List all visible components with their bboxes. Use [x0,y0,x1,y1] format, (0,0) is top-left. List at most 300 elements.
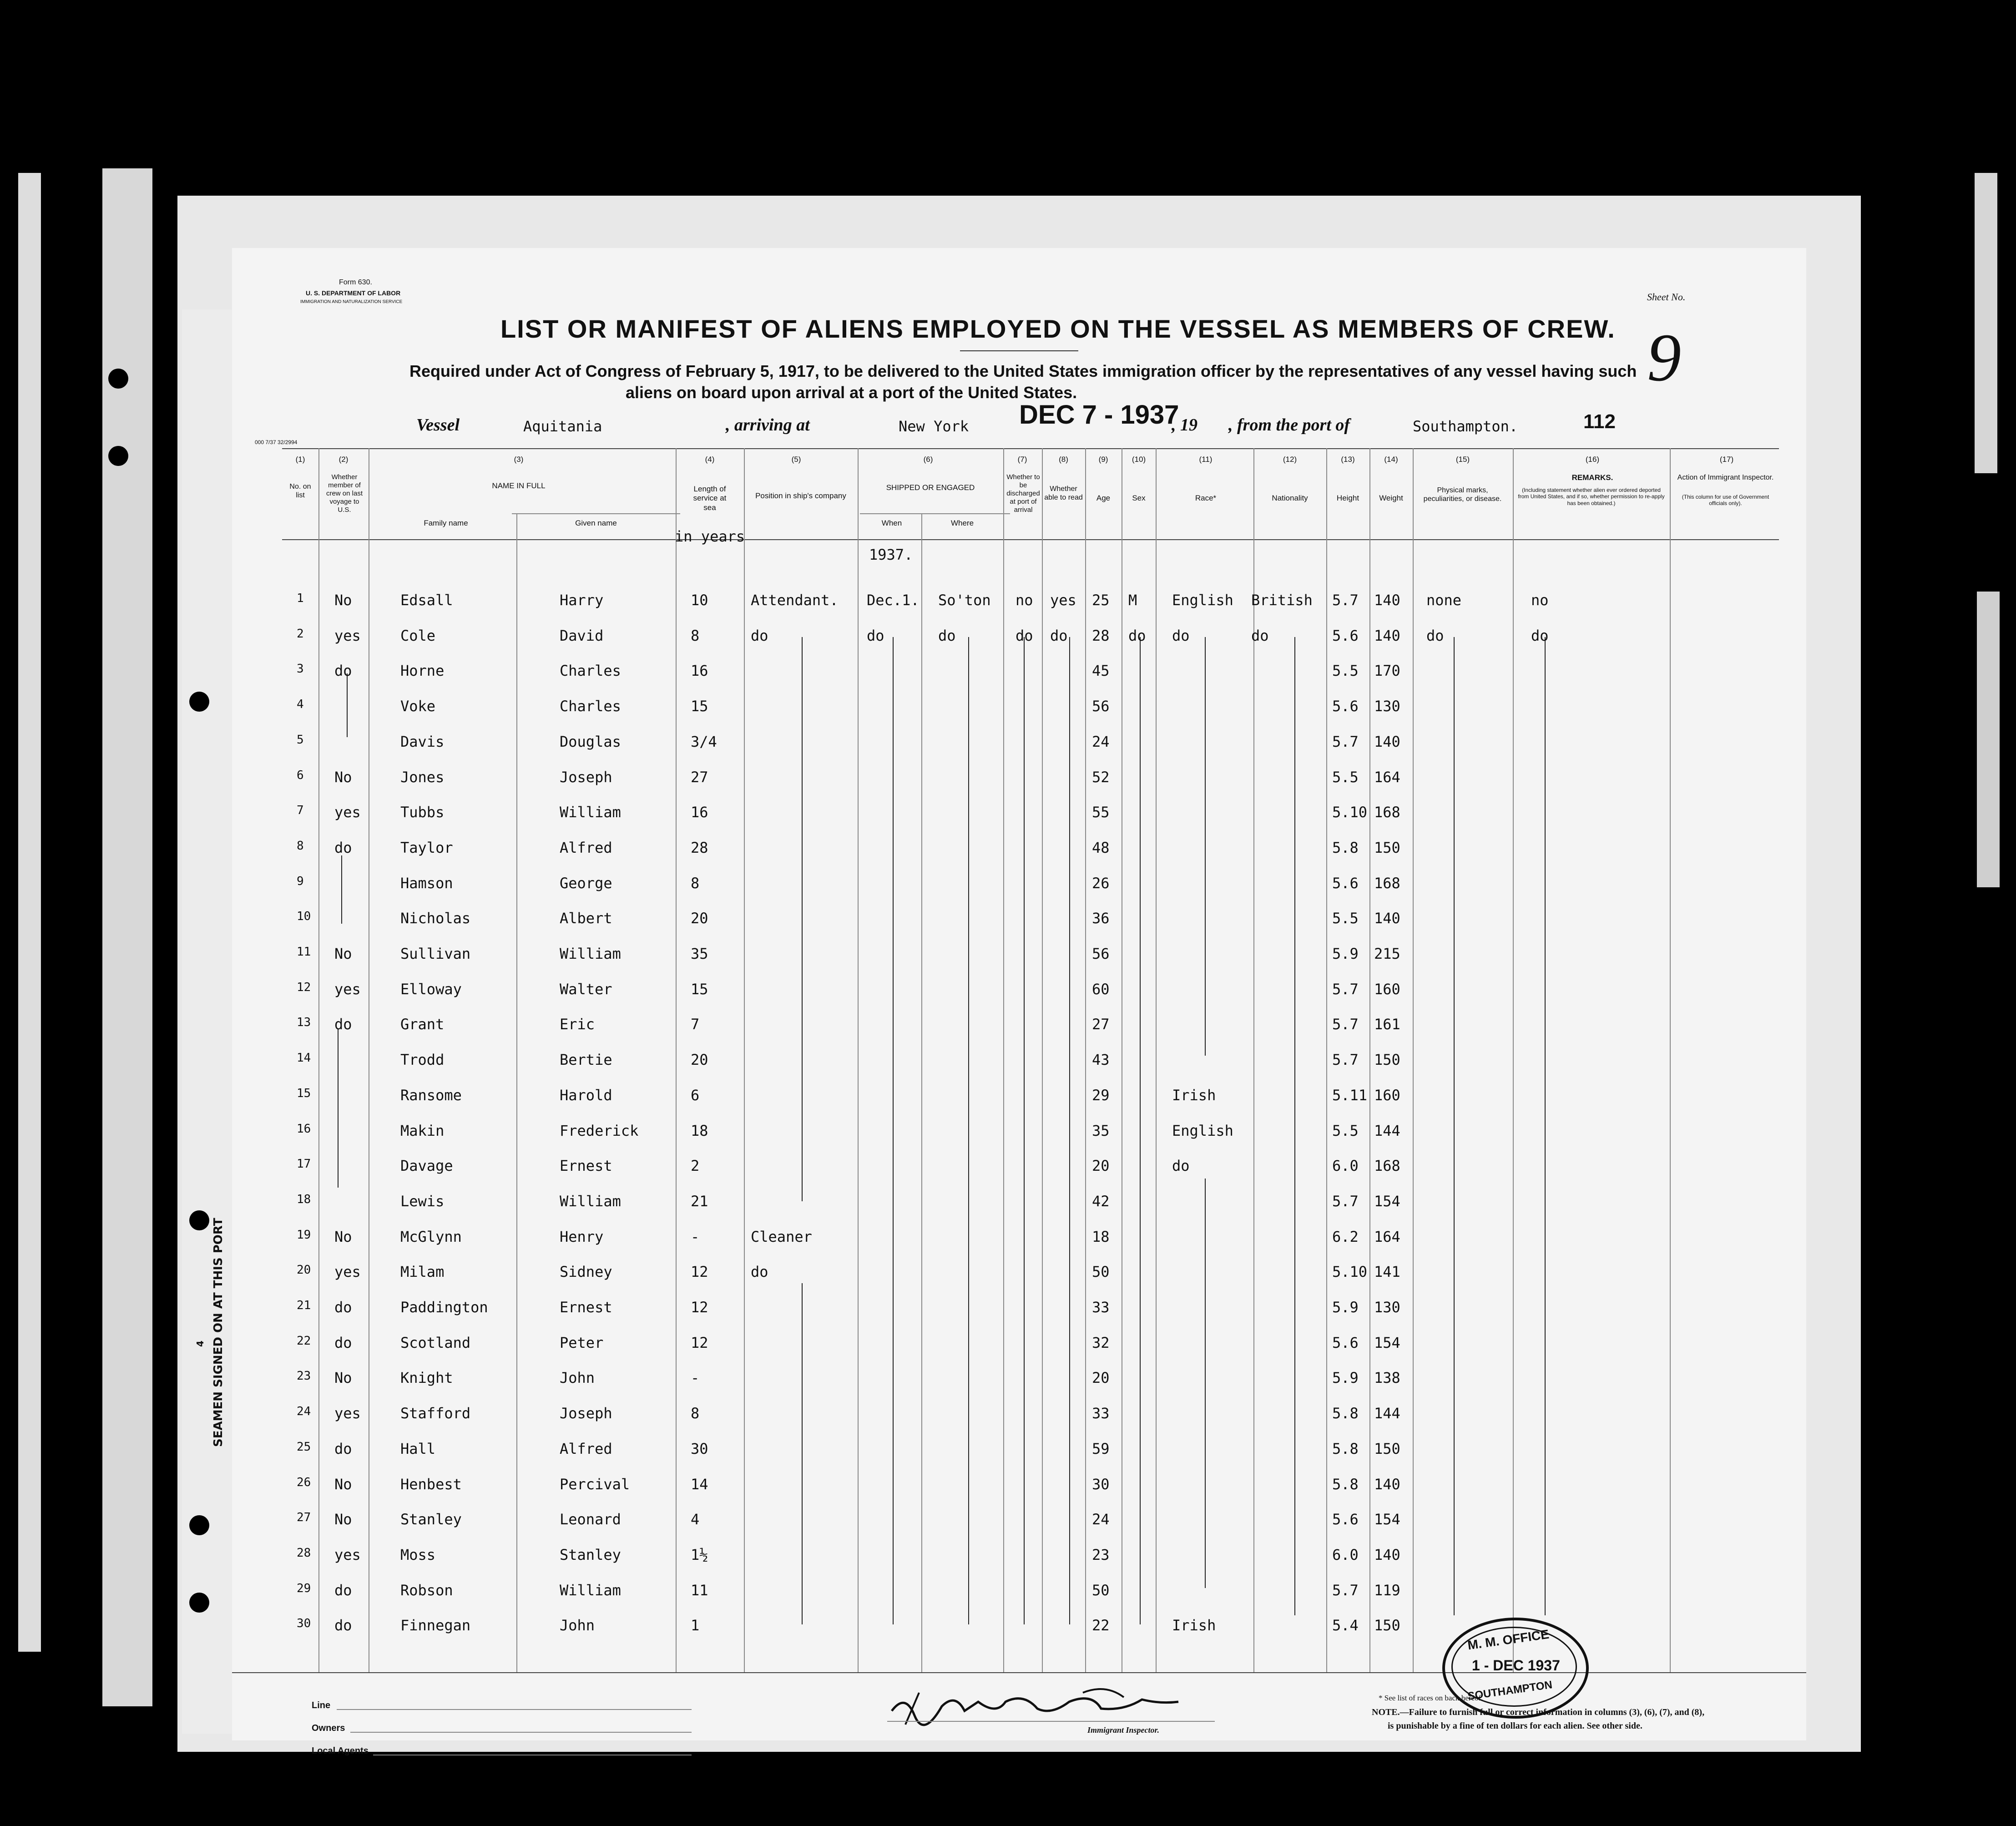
cell-given-name: William [560,1581,621,1599]
cell-height: 5.10 [1332,804,1368,821]
film-edge-left [18,173,41,1652]
cell-age: 43 [1092,1051,1110,1069]
col-14-label: Weight [1379,494,1403,502]
line-label: Line [312,1700,331,1710]
cell-age: 20 [1092,1369,1110,1387]
cell-row-number: 29 [297,1581,311,1595]
service: IMMIGRATION AND NATURALIZATION SERVICE [300,299,403,304]
col-16-label: REMARKS. [1571,473,1613,482]
cell-last-voyage: No [334,1475,352,1493]
cell-weight: 130 [1374,698,1400,715]
from-label: , from the port of [1228,415,1350,435]
inspector-signature [887,1684,1215,1734]
cell-height: 5.6 [1332,698,1359,715]
cell-given-name: Eric [560,1016,595,1033]
cell-service-years: 7 [691,1016,700,1033]
cell-weight: 168 [1374,874,1400,892]
cell-given-name: Alfred [560,839,612,856]
cell-row-number: 2 [297,627,304,641]
col-12-number: (12) [1283,455,1297,464]
cell-service-years: 20 [691,910,708,927]
col-15-number: (15) [1455,455,1470,464]
cell-row-number: 25 [297,1440,311,1454]
cell-nationality: do [1251,627,1269,644]
col-12-label: Nationality [1272,494,1308,502]
cell-row-number: 19 [297,1228,311,1242]
cell-weight: 215 [1374,945,1400,962]
subtitle-line-1: Required under Act of Congress of February 5, 1917, to be delivered to the United States immigration officer by the representatives of any vessel having such [409,362,1637,380]
cell-age: 33 [1092,1405,1110,1422]
cell-height: 5.8 [1332,1475,1359,1493]
cell-given-name: Percival [560,1475,630,1493]
cell-family-name: Nicholas [400,910,471,927]
cell-given-name: John [560,1617,595,1634]
cell-height: 5.6 [1332,874,1359,892]
cell-weight: 141 [1374,1263,1400,1281]
cell-weight: 150 [1374,1440,1400,1457]
cell-service-years: 11 [691,1581,708,1599]
owners-rule [350,1732,692,1733]
cell-given-name: George [560,874,612,892]
cell-last-voyage: yes [334,1405,361,1422]
cell-family-name: Stafford [400,1405,471,1422]
cell-given-name: Albert [560,910,612,927]
cell-last-voyage: yes [334,1263,361,1281]
cell-row-number: 27 [297,1511,311,1525]
cell-family-name: Taylor [400,839,453,856]
cell-age: 56 [1092,698,1110,715]
stamp-top-text: M. M. OFFICE [1466,1627,1550,1653]
cell-row-number: 24 [297,1405,311,1419]
cell-age: 30 [1092,1475,1110,1493]
vessel-name: Aquitania [523,418,602,435]
cell-row-number: 3 [297,662,304,676]
cell-position: Attendant. [751,592,839,609]
cell-discharged: no [1016,592,1033,609]
col-5-number: (5) [791,455,801,464]
cell-family-name: Jones [400,768,445,786]
col-9-number: (9) [1098,455,1108,464]
cell-weight: 164 [1374,1228,1400,1245]
cell-row-number: 1 [297,592,304,605]
cell-given-name: Charles [560,698,621,715]
col-divider [1670,448,1671,1672]
cell-last-voyage: do [334,1299,352,1316]
col-13-number: (13) [1341,455,1355,464]
cell-race: do [1172,627,1190,644]
cell-weight: 140 [1374,1546,1400,1563]
cell-age: 29 [1092,1086,1110,1104]
cell-height: 5.8 [1332,839,1359,856]
cell-race: English [1172,592,1233,609]
cell-weight: 140 [1374,627,1400,644]
col-3b-label: Given name [575,519,617,527]
ditto-line [802,637,803,1201]
cell-service-years: 16 [691,804,708,821]
col-6-number: (6) [923,455,933,464]
manifest-sheet [232,248,1806,1740]
cell-position: do [751,627,768,644]
cell-height: 5.10 [1332,1263,1368,1281]
cell-weight: 150 [1374,1617,1400,1634]
cell-given-name: Joseph [560,1405,612,1422]
cell-row-number: 26 [297,1475,311,1489]
cell-sex: do [1128,627,1146,644]
col-10-number: (10) [1132,455,1146,464]
cell-given-name: Harry [560,592,604,609]
cell-service-years: 8 [691,627,700,644]
cell-weight: 161 [1374,1016,1400,1033]
cell-service-years: - [691,1228,700,1245]
stamp-bottom-text: SOUTHAMPTON [1466,1679,1553,1703]
col-8-label: Whether able to read [1044,485,1083,502]
cell-weight: 150 [1374,839,1400,856]
cell-row-number: 5 [297,733,304,747]
col-divider [676,448,677,1672]
line-rule [337,1709,692,1710]
cell-family-name: Horne [400,662,445,680]
cell-family-name: Robson [400,1581,453,1599]
col-16-note: (Including statement whether alien ever ordered deported from United States, and if so, whether permission to re-apply has been obtained.) [1518,487,1665,506]
ditto-line [1069,637,1070,1624]
note-line-2: is punishable by a fine of ten dollars for each alien. See other side. [1388,1721,1642,1731]
name-subheader-rule [512,513,680,514]
col-17-label: Action of Immigrant Inspector. [1677,474,1774,481]
cell-row-number: 30 [297,1617,311,1631]
col-16-number: (16) [1585,455,1600,464]
punch-hole [108,369,128,389]
cell-service-years: 4 [691,1511,700,1528]
cell-given-name: John [560,1369,595,1387]
cell-row-number: 12 [297,980,311,994]
col-9-label: Age [1096,494,1111,502]
ditto-line [893,637,894,1624]
col-divider [516,513,517,1672]
cell-age: 26 [1092,874,1110,892]
cell-physical-marks: none [1426,592,1462,609]
col-divider [1326,448,1327,1672]
cell-age: 18 [1092,1228,1110,1245]
cell-given-name: Stanley [560,1546,621,1563]
cell-height: 5.8 [1332,1440,1359,1457]
page-title: LIST OR MANIFEST OF ALIENS EMPLOYED ON THE VESSEL AS MEMBERS OF CREW. [500,314,1616,343]
cell-race: Irish [1172,1617,1216,1634]
cell-height: 5.7 [1332,1016,1359,1033]
cell-row-number: 9 [297,874,304,888]
cell-given-name: Frederick [560,1122,639,1139]
cell-weight: 168 [1374,804,1400,821]
cell-height: 5.7 [1332,1192,1359,1210]
col-10-label: Sex [1132,494,1146,502]
subtitle-line-2: aliens on board upon arrival at a port of the United States. [626,383,1077,402]
sheet-number: 9 [1647,320,1681,395]
cell-age: 28 [1092,627,1110,644]
cell-weight: 140 [1374,592,1400,609]
cell-weight: 144 [1374,1122,1400,1139]
cell-height: 5.9 [1332,945,1359,962]
cell-remarks: no [1531,592,1549,609]
cell-row-number: 6 [297,768,304,782]
title-rule [960,350,1078,351]
races-note: * See list of races on back hereof. [1379,1694,1483,1702]
cell-weight: 164 [1374,768,1400,786]
cell-age: 20 [1092,1157,1110,1175]
side-print: SEAMEN SIGNED ON AT THIS PORT [212,1218,225,1447]
cell-weight: 140 [1374,910,1400,927]
col-divider [858,448,859,1672]
cell-given-name: Ernest [560,1299,612,1316]
cell-family-name: McGlynn [400,1228,462,1245]
cell-row-number: 22 [297,1334,311,1348]
cell-height: 5.7 [1332,1051,1359,1069]
ditto-line [1294,637,1295,1615]
ditto-line [341,855,342,924]
cell-height: 5.11 [1332,1086,1368,1104]
cell-last-voyage: do [334,1617,352,1634]
cell-family-name: Elloway [400,980,462,998]
cell-service-years: 6 [691,1086,700,1104]
cell-last-voyage: yes [334,627,361,644]
print-code: 000 7/37 32/2994 [255,439,298,445]
year-note: 1937. [869,546,913,563]
cell-service-years: 15 [691,698,708,715]
cell-height: 6.0 [1332,1546,1359,1563]
col-divider [1513,448,1514,1672]
cell-service-years: 21 [691,1192,708,1210]
cell-last-voyage: do [334,1581,352,1599]
cell-weight: 119 [1374,1581,1400,1599]
cell-sex: M [1128,592,1137,609]
form-number: Form 630. [339,278,372,286]
cell-age: 48 [1092,839,1110,856]
cell-last-voyage: do [334,1334,352,1351]
cell-age: 23 [1092,1546,1110,1563]
cell-weight: 138 [1374,1369,1400,1387]
cell-row-number: 11 [297,945,311,959]
ditto-line [968,637,969,1624]
col-1-label: No. on list [289,483,311,500]
cell-given-name: Harold [560,1086,612,1104]
cell-family-name: Ransome [400,1086,462,1104]
cell-weight: 160 [1374,1086,1400,1104]
cell-height: 5.7 [1332,1581,1359,1599]
cell-height: 5.9 [1332,1369,1359,1387]
cell-race: do [1172,1157,1190,1175]
col-divider [744,448,745,1672]
cell-weight: 154 [1374,1192,1400,1210]
ditto-line [347,673,348,737]
ditto-line [1545,637,1546,1615]
cell-service-years: 8 [691,874,700,892]
cell-given-name: Sidney [560,1263,612,1281]
cell-given-name: Bertie [560,1051,612,1069]
stamp-date: 1 - DEC 1937 [1472,1657,1560,1674]
col-6b-label: Where [950,519,974,527]
cell-service-years: 12 [691,1263,708,1281]
cell-service-years: 12 [691,1299,708,1316]
table-top-rule [282,448,1779,449]
cell-given-name: Joseph [560,768,612,786]
cell-given-name: Ernest [560,1157,612,1175]
cell-able-to-read: do [1050,627,1068,644]
punch-hole [189,1210,209,1230]
vessel-number: 112 [1583,410,1616,433]
vessel-label: Vessel [416,415,460,435]
cell-family-name: Davage [400,1157,453,1175]
cell-row-number: 16 [297,1122,311,1136]
cell-shipped-where: do [938,627,956,644]
cell-age: 22 [1092,1617,1110,1634]
cell-age: 52 [1092,768,1110,786]
cell-age: 32 [1092,1334,1110,1351]
cell-height: 5.5 [1332,1122,1359,1139]
cell-service-years: 27 [691,768,708,786]
cell-shipped-when: Dec.1. [867,592,920,609]
owners-label: Owners [312,1723,345,1733]
cell-age: 24 [1092,1511,1110,1528]
cell-age: 56 [1092,945,1110,962]
col-2-label: Whether member of crew on last voyage to U.S. [326,473,363,514]
cell-service-years: 28 [691,839,708,856]
cell-given-name: David [560,627,604,644]
col-divider [318,448,319,1672]
cell-given-name: Walter [560,980,612,998]
cell-family-name: Grant [400,1016,445,1033]
cell-height: 6.0 [1332,1157,1359,1175]
cell-height: 5.9 [1332,1299,1359,1316]
cell-given-name: Alfred [560,1440,612,1457]
cell-age: 35 [1092,1122,1110,1139]
col-8-number: (8) [1059,455,1068,464]
cell-physical-marks: do [1426,627,1444,644]
film-edge-right-bottom [1977,592,2000,887]
cell-family-name: Sullivan [400,945,471,962]
cell-family-name: Hamson [400,874,453,892]
cell-family-name: Trodd [400,1051,445,1069]
cell-last-voyage: do [334,839,352,856]
cell-family-name: Milam [400,1263,445,1281]
cell-family-name: Knight [400,1369,453,1387]
cell-age: 55 [1092,804,1110,821]
cell-age: 59 [1092,1440,1110,1457]
col-6a-label: When [881,519,902,527]
ditto-line [1205,637,1206,1056]
cell-last-voyage: No [334,1369,352,1387]
cell-family-name: Scotland [400,1334,471,1351]
cell-last-voyage: yes [334,1546,361,1563]
col-divider [1156,448,1157,1672]
cell-height: 5.5 [1332,662,1359,680]
cell-age: 27 [1092,1016,1110,1033]
year-label: , 19 [1172,415,1197,435]
cell-service-years: 18 [691,1122,708,1139]
cell-given-name: Henry [560,1228,604,1245]
cell-height: 5.7 [1332,592,1359,609]
arriving-label: , arriving at [726,415,810,435]
col-17-number: (17) [1719,455,1734,464]
inspector-label: Immigrant Inspector. [1087,1725,1160,1735]
sheet-label: Sheet No. [1647,291,1686,303]
ditto-line [1024,637,1025,1624]
cell-service-years: 20 [691,1051,708,1069]
cell-height: 5.6 [1332,1511,1359,1528]
col-1-number: (1) [295,455,305,464]
cell-last-voyage: do [334,1016,352,1033]
arrival-port: New York [899,418,969,435]
cell-given-name: Leonard [560,1511,621,1528]
cell-family-name: Paddington [400,1299,488,1316]
cell-last-voyage: do [334,1440,352,1457]
cell-given-name: Charles [560,662,621,680]
cell-height: 5.5 [1332,768,1359,786]
cell-age: 60 [1092,980,1110,998]
binding-strip [102,168,152,1706]
cell-row-number: 8 [297,839,304,853]
cell-given-name: William [560,1192,621,1210]
cell-weight: 154 [1374,1334,1400,1351]
cell-service-years: - [691,1369,700,1387]
cell-weight: 170 [1374,662,1400,680]
col-divider [1003,448,1004,1672]
cell-service-years: 3/4 [691,733,717,750]
cell-given-name: William [560,945,621,962]
cell-weight: 140 [1374,1475,1400,1493]
cell-height: 5.7 [1332,733,1359,750]
cell-last-voyage: No [334,1228,352,1245]
cell-height: 5.5 [1332,910,1359,927]
col-2-number: (2) [339,455,349,464]
cell-age: 36 [1092,910,1110,927]
col-6-label: SHIPPED OR ENGAGED [886,483,975,492]
punch-hole [189,692,209,712]
cell-weight: 144 [1374,1405,1400,1422]
cell-service-years: 1 [691,1617,700,1634]
cell-weight: 154 [1374,1511,1400,1528]
col-17-note: (This column for use of Government officials only). [1682,494,1769,507]
cell-weight: 130 [1374,1299,1400,1316]
cell-row-number: 18 [297,1192,311,1206]
cell-height: 5.6 [1332,627,1359,644]
cell-service-years: 15 [691,980,708,998]
col-4-number: (4) [705,455,715,464]
cell-family-name: Edsall [400,592,453,609]
inspector-rule [887,1721,1215,1722]
cell-shipped-when: do [867,627,884,644]
cell-service-years: 35 [691,945,708,962]
col-3-label: NAME IN FULL [492,481,546,490]
cell-age: 42 [1092,1192,1110,1210]
col-7-label: Whether to be discharged at port of arrival [1006,473,1040,514]
cell-given-name: Peter [560,1334,604,1351]
cell-last-voyage: No [334,768,352,786]
cell-weight: 140 [1374,733,1400,750]
cell-service-years: 14 [691,1475,708,1493]
cell-family-name: Moss [400,1546,436,1563]
cell-given-name: William [560,804,621,821]
cell-weight: 150 [1374,1051,1400,1069]
cell-family-name: Lewis [400,1192,445,1210]
cell-age: 50 [1092,1263,1110,1281]
cell-height: 6.2 [1332,1228,1359,1245]
col-divider [1413,448,1414,1672]
cell-row-number: 23 [297,1369,311,1383]
cell-given-name: Douglas [560,733,621,750]
ditto-line [338,1028,339,1188]
cell-race: English [1172,1122,1233,1139]
cell-age: 45 [1092,662,1110,680]
cell-service-years: 8 [691,1405,700,1422]
ditto-line [802,1283,803,1624]
